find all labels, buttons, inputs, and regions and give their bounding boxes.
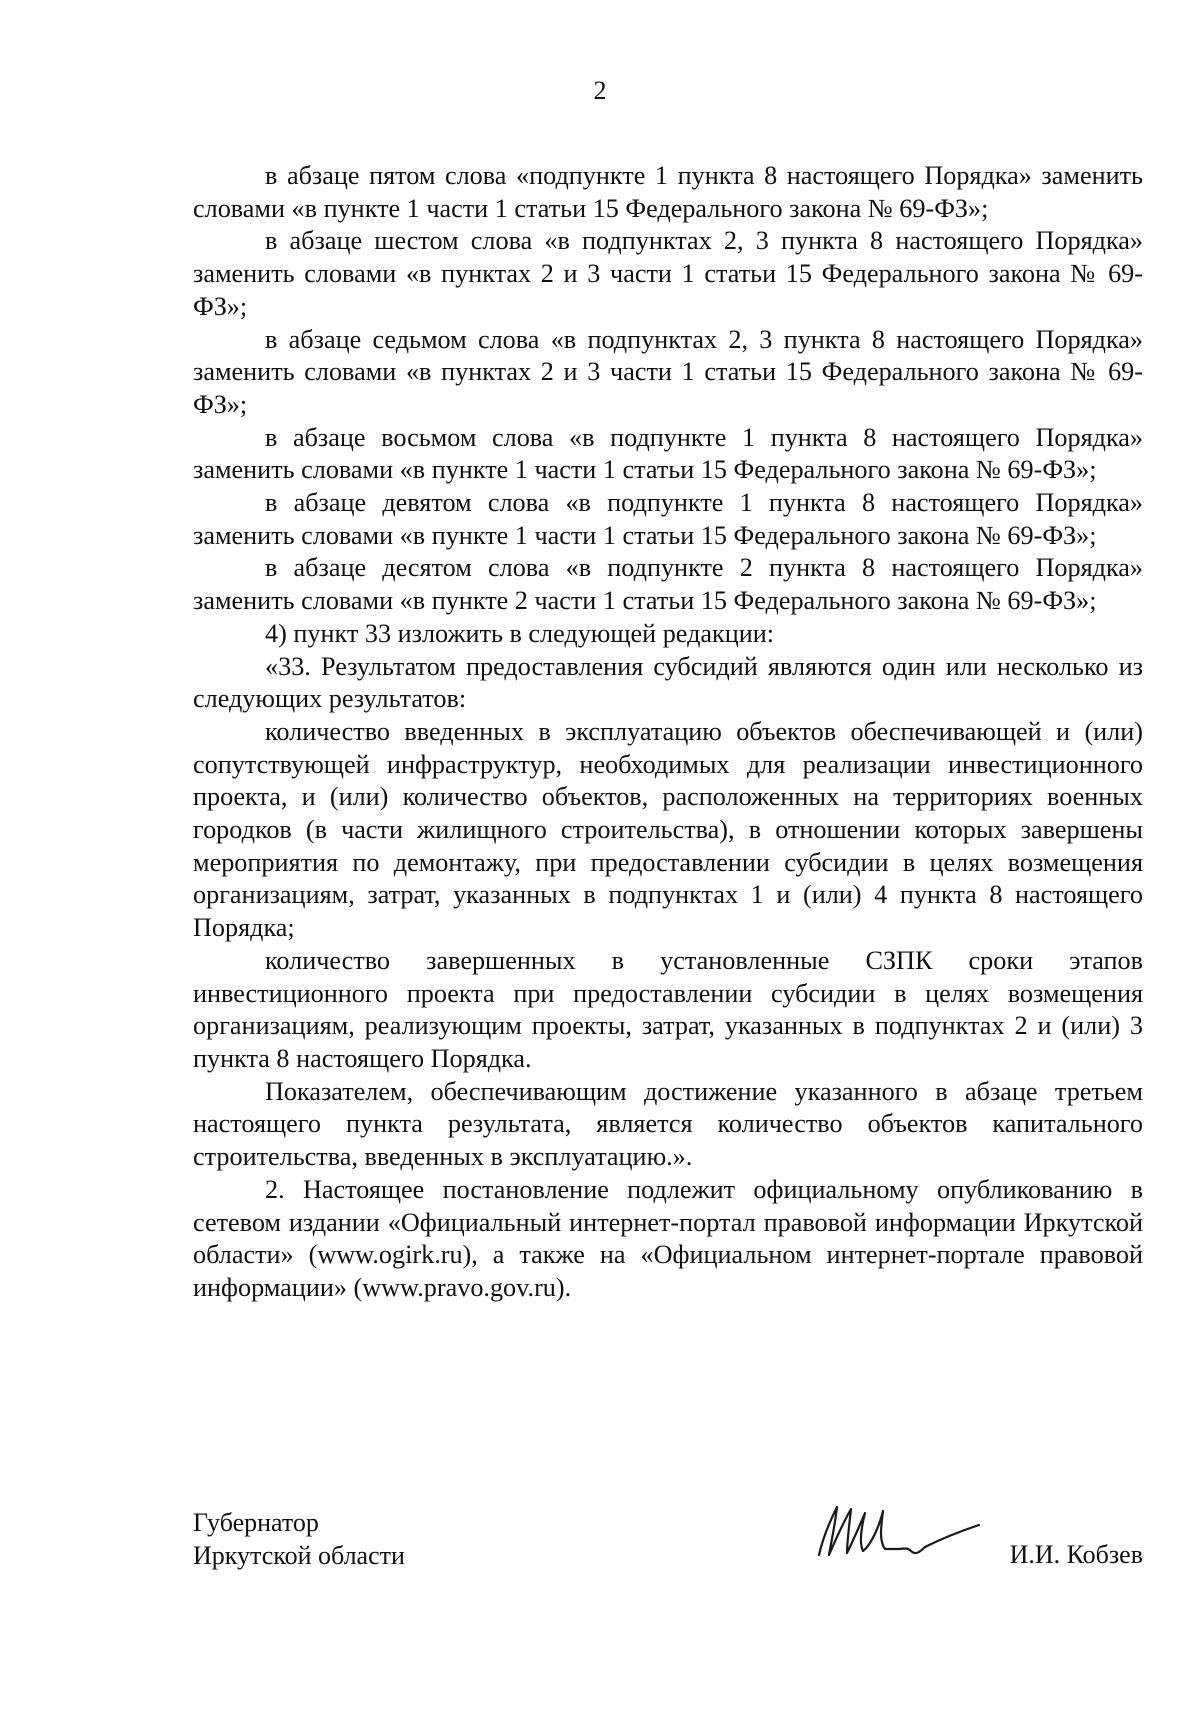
paragraph-abzac-10: в абзаце десятом слова «в подпункте 2 пункта 8 настоящего Порядка» заменить словами «в пункте 2 части 1 статьи 15 Федерального закона № 69-ФЗ»; bbox=[193, 553, 1143, 616]
signatory-title-line-1: Губернатор bbox=[193, 1508, 319, 1537]
paragraph-abzac-5: в абзаце пятом слова «подпункте 1 пункта 8 настоящего Порядка» заменить словами «в пункте 1 части 1 статьи 15 Федерального закона № 69-ФЗ»; bbox=[193, 161, 1143, 223]
signatory-name: И.И. Кобзев bbox=[1009, 1540, 1143, 1569]
handwritten-signature bbox=[801, 1497, 991, 1577]
paragraph-abzac-8: в абзаце восьмом слова «в подпункте 1 пункта 8 настоящего Порядка» заменить словами «в пункте 1 части 1 статьи 15 Федерального закона № 69-ФЗ»; bbox=[193, 422, 1143, 485]
signatory-title-line-2: Иркутской области bbox=[193, 1540, 405, 1570]
paragraph-result-2: количество завершенных в установленные СЗПК сроки этапов инвестиционного проекта при предоставлении субсидии в целях возмещения организациям, реализующим проекты, затрат, указанных в подпунктах 2 и (или) 3 пункта 8 настоящего Порядка. bbox=[193, 945, 1143, 1073]
paragraph-publication: 2. Настоящее постановление подлежит официальному опубликованию в сетевом издании «Официальный интернет-портал правовой информации Иркутской области» (www.ogirk.ru), а также на «Официальном интернет-портале правовой информации» (www.pravo.gov.ru). bbox=[193, 1174, 1143, 1302]
paragraph-abzac-9: в абзаце девятом слова «в подпункте 1 пункта 8 настоящего Порядка» заменить словами «в пункте 1 части 1 статьи 15 Федерального закона № 69-ФЗ»; bbox=[193, 488, 1143, 550]
paragraph-abzac-7: в абзаце седьмом слова «в подпунктах 2, 3 пункта 8 настоящего Порядка» заменить словами «в пунктах 2 и 3 части 1 статьи 15 Федерального закона № 69-ФЗ»; bbox=[193, 324, 1143, 419]
paragraph-result-1: количество введенных в эксплуатацию объектов обеспечивающей и (или) сопутствующей инфраструктур, необходимых для реализации инвестиционного проекта, и (или) количество объектов, расположенных на территориях военных городков (в части жилищного строительства), в отношении которых завершены мероприятия по демонтажу, при предоставлении субсидии в целях возмещения организациям, затрат, указанных в подпунктах 1 и (или) 4 пункта 8 настоящего Порядка; bbox=[193, 716, 1143, 943]
paragraph-abzac-6: в абзаце шестом слова «в подпунктах 2, 3 пункта 8 настоящего Порядка» заменить словами «в пунктах 2 и 3 части 1 статьи 15 Федерального закона № 69-ФЗ»; bbox=[193, 226, 1143, 321]
paragraph-point-33: «33. Результатом предоставления субсидий являются один или несколько из следующих результатов: bbox=[193, 651, 1143, 714]
signature-block bbox=[193, 1507, 1143, 1587]
page-number: 2 bbox=[593, 76, 607, 105]
paragraph-item-4: 4) пункт 33 изложить в следующей редакции: bbox=[265, 618, 775, 648]
paragraph-indicator: Показателем, обеспечивающим достижение указанного в абзаце третьем настоящего пункта результата, является количество объектов капитального строительства, введенных в эксплуатацию.». bbox=[193, 1076, 1143, 1172]
document-body bbox=[193, 160, 1143, 1305]
